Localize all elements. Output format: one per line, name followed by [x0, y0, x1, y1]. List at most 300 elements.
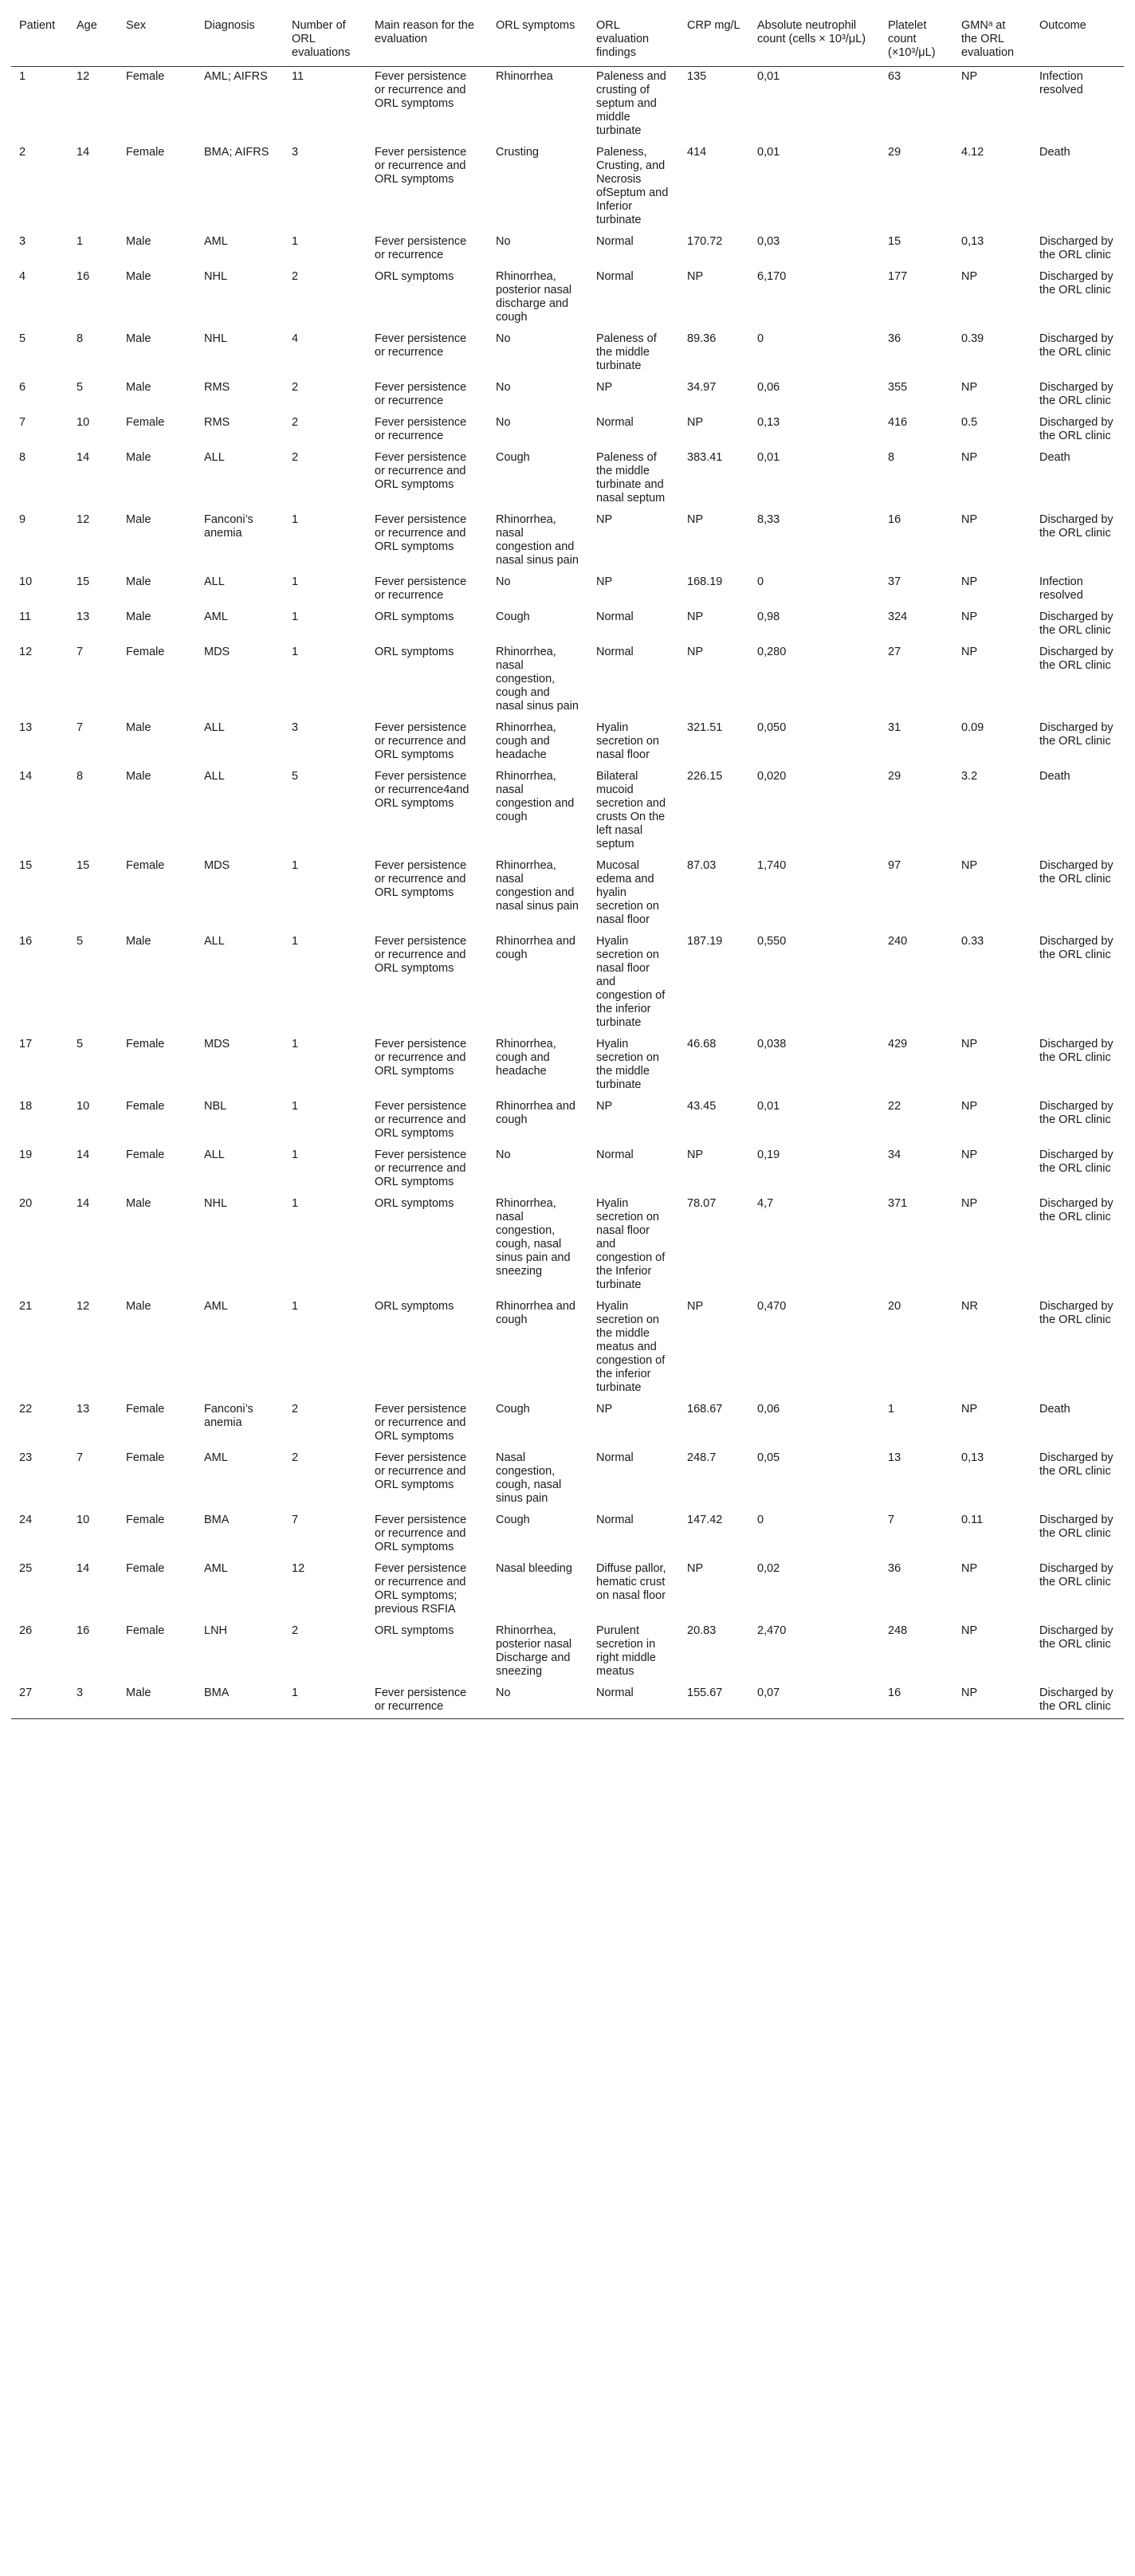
cell-orl-evaluations-count: 2: [292, 270, 299, 283]
cell-outcome: Discharged by the ORL clinic: [1039, 646, 1113, 672]
cell-outcome: Discharged by the ORL clinic: [1031, 1683, 1124, 1719]
cell-patient: 23: [19, 1451, 33, 1464]
cell-orl-symptoms: Rhinorrhea and cough: [496, 1300, 575, 1326]
cell-crp: 414: [687, 146, 707, 159]
cell-diagnosis: MDS: [204, 859, 230, 872]
cell-main-reason: Fever persistence or recurrence: [375, 416, 467, 442]
cell-orl-findings: NP: [596, 513, 613, 526]
cell-patient: 3: [19, 235, 26, 248]
cell-platelet-count: 324: [888, 611, 908, 623]
cell-outcome: Discharged by the ORL clinic: [1039, 235, 1113, 261]
cell-sex: Male: [126, 1197, 151, 1210]
column-header-orl-evaluations-count: Number of ORL evaluations: [284, 14, 367, 67]
table-row: [11, 1510, 1124, 1559]
cell-platelet-count: 429: [888, 1038, 908, 1050]
table-row: [11, 232, 1124, 267]
cell-crp: 87.03: [687, 859, 717, 872]
cell-orl-symptoms: No: [488, 1683, 588, 1719]
table-row: [11, 1194, 1124, 1297]
cell-outcome: Discharged by the ORL clinic: [1039, 1624, 1113, 1651]
cell-orl-evaluations-count: 2: [292, 1403, 299, 1416]
cell-diagnosis: MDS: [204, 1038, 230, 1050]
cell-diagnosis: NBL: [204, 1100, 227, 1113]
cell-orl-findings: Paleness and crusting of septum and middle turbinate: [596, 70, 666, 137]
cell-platelet-count: 34: [888, 1149, 901, 1161]
cell-neutrophil-count: 0: [757, 1514, 764, 1526]
cell-patient: 24: [19, 1514, 33, 1526]
table-row: [11, 572, 1124, 607]
table-row: [11, 1035, 1124, 1097]
cell-gmn: NR: [961, 1300, 978, 1313]
cell-crp: 20.83: [687, 1624, 717, 1637]
cell-orl-evaluations-count: 1: [292, 646, 299, 658]
cell-diagnosis: ALL: [204, 935, 225, 948]
cell-sex: Male: [126, 513, 151, 526]
cell-orl-evaluations-count: 3: [292, 721, 299, 734]
cell-orl-symptoms: Rhinorrhea, posterior nasal discharge and cough: [496, 270, 572, 324]
cell-orl-findings: NP: [596, 381, 613, 394]
cell-orl-evaluations-count: 5: [292, 770, 299, 783]
cell-crp: NP: [687, 513, 704, 526]
cell-orl-findings: Paleness, Crusting, and Necrosis ofSeptum and Inferior turbinate: [596, 146, 669, 226]
cell-outcome: Discharged by the ORL clinic: [1039, 1149, 1113, 1175]
cell-patient: 16: [19, 935, 33, 948]
cell-gmn: NP: [961, 1197, 978, 1210]
cell-diagnosis: AML: [204, 611, 228, 623]
cell-age: 12: [77, 1300, 90, 1313]
cell-age: 3: [69, 1683, 118, 1719]
cell-age: 14: [77, 1562, 90, 1575]
cell-patient: 27: [11, 1683, 69, 1719]
cell-crp: NP: [687, 646, 704, 658]
cell-gmn: NP: [961, 381, 978, 394]
table-body: [11, 67, 1124, 1719]
cell-patient: 4: [19, 270, 26, 283]
cell-sex: Male: [126, 770, 151, 783]
cell-platelet-count: 15: [888, 235, 901, 248]
cell-main-reason: Fever persistence or recurrence and ORL symptoms: [375, 70, 467, 110]
cell-neutrophil-count: 0,01: [757, 451, 780, 464]
table-row: [11, 1559, 1124, 1621]
cell-platelet-count: 8: [888, 451, 895, 464]
cell-crp: 147.42: [687, 1514, 723, 1526]
cell-sex: Female: [126, 1100, 165, 1113]
cell-sex: Male: [126, 935, 151, 948]
cell-crp: 187.19: [687, 935, 723, 948]
column-header-age: Age: [69, 14, 118, 67]
cell-diagnosis: BMA: [196, 1683, 284, 1719]
cell-age: 7: [77, 721, 84, 734]
cell-age: 16: [77, 270, 90, 283]
table-row: [11, 718, 1124, 767]
cell-neutrophil-count: 0,050: [757, 721, 787, 734]
cell-gmn: NP: [961, 1403, 978, 1416]
cell-crp: NP: [687, 270, 704, 283]
cell-diagnosis: AML; AIFRS: [204, 70, 268, 83]
cell-age: 14: [77, 1149, 90, 1161]
cell-orl-findings: Hyalin secretion on the middle meatus and congestion of the inferior turbinate: [596, 1300, 666, 1394]
cell-platelet-count: 97: [888, 859, 901, 872]
cell-platelet-count: 31: [888, 721, 901, 734]
cell-platelet-count: 29: [888, 770, 901, 783]
column-header-platelet-count: Platelet count (×10³/μL): [880, 14, 953, 67]
cell-orl-symptoms: Nasal congestion, cough, nasal sinus pain: [496, 1451, 562, 1505]
cell-orl-symptoms: Cough: [496, 1403, 530, 1416]
cell-main-reason: ORL symptoms: [375, 611, 454, 623]
cell-neutrophil-count: 0,038: [757, 1038, 787, 1050]
cell-sex: Female: [126, 1514, 165, 1526]
cell-outcome: Discharged by the ORL clinic: [1039, 270, 1113, 296]
cell-crp: 321.51: [687, 721, 723, 734]
cell-orl-evaluations-count: 12: [292, 1562, 305, 1575]
cell-platelet-count: 177: [888, 270, 908, 283]
cell-crp: 168.67: [687, 1403, 723, 1416]
cell-crp: 78.07: [687, 1197, 717, 1210]
cell-main-reason: Fever persistence or recurrence: [375, 235, 467, 261]
cell-orl-findings: Hyalin secretion on nasal floor and congestion of the inferior turbinate: [596, 935, 666, 1029]
cell-gmn: NP: [961, 1562, 978, 1575]
cell-orl-evaluations-count: 1: [292, 1300, 299, 1313]
cell-sex: Male: [126, 332, 151, 345]
cell-age: 8: [77, 770, 84, 783]
patients-table: [11, 14, 1124, 1719]
cell-main-reason: Fever persistence or recurrence and ORL symptoms: [375, 1514, 467, 1553]
cell-neutrophil-count: 0,19: [757, 1149, 780, 1161]
cell-orl-evaluations-count: 4: [292, 332, 299, 345]
cell-orl-evaluations-count: 2: [292, 451, 299, 464]
cell-orl-findings: Normal: [596, 646, 634, 658]
cell-patient: 21: [19, 1300, 33, 1313]
cell-age: 10: [77, 1100, 90, 1113]
cell-diagnosis: Fanconi’s anemia: [204, 513, 253, 540]
cell-platelet-count: 355: [888, 381, 908, 394]
cell-crp: 43.45: [687, 1100, 717, 1113]
cell-neutrophil-count: 0,01: [757, 70, 780, 83]
cell-neutrophil-count: 0,02: [757, 1562, 780, 1575]
cell-neutrophil-count: 2,470: [757, 1624, 787, 1637]
column-header-outcome: Outcome: [1031, 14, 1124, 67]
cell-sex: Male: [126, 575, 151, 588]
cell-orl-evaluations-count: 1: [292, 1100, 299, 1113]
column-header-orl-findings: ORL evaluation findings: [588, 14, 679, 67]
cell-sex: Male: [126, 451, 151, 464]
cell-outcome: Discharged by the ORL clinic: [1039, 1514, 1113, 1540]
cell-neutrophil-count: 0,06: [757, 381, 780, 394]
cell-outcome: Discharged by the ORL clinic: [1039, 513, 1113, 540]
cell-orl-evaluations-count: 2: [292, 381, 299, 394]
cell-patient: 8: [19, 451, 26, 464]
cell-orl-findings: Normal: [596, 1149, 634, 1161]
cell-age: 13: [77, 611, 90, 623]
cell-orl-findings: NP: [596, 1403, 613, 1416]
cell-patient: 15: [19, 859, 33, 872]
cell-gmn: NP: [961, 451, 978, 464]
cell-diagnosis: AML: [204, 1451, 228, 1464]
cell-orl-symptoms: Rhinorrhea, cough and headache: [496, 721, 556, 761]
cell-neutrophil-count: 8,33: [757, 513, 780, 526]
cell-neutrophil-count: 0,280: [757, 646, 787, 658]
cell-neutrophil-count: 1,740: [757, 859, 787, 872]
cell-main-reason: Fever persistence or recurrence and ORL symptoms: [375, 451, 467, 491]
cell-main-reason: Fever persistence or recurrence and ORL symptoms: [375, 513, 467, 553]
cell-crp: NP: [687, 1149, 704, 1161]
cell-main-reason: ORL symptoms: [375, 1624, 454, 1637]
cell-diagnosis: ALL: [204, 451, 225, 464]
cell-patient: 9: [19, 513, 26, 526]
cell-neutrophil-count: 6,170: [757, 270, 787, 283]
cell-gmn: NP: [961, 575, 978, 588]
cell-platelet-count: 36: [888, 1562, 901, 1575]
cell-patient: 18: [19, 1100, 33, 1113]
cell-orl-symptoms: No: [496, 1149, 511, 1161]
cell-gmn: 3.2: [961, 770, 978, 783]
cell-platelet-count: 29: [888, 146, 901, 159]
cell-orl-findings: Hyalin secretion on nasal floor and congestion of the Inferior turbinate: [596, 1197, 666, 1291]
cell-diagnosis: RMS: [204, 416, 230, 429]
cell-orl-findings: NP: [596, 575, 613, 588]
table-row: [11, 767, 1124, 856]
cell-orl-findings: Normal: [596, 416, 634, 429]
cell-neutrophil-count: 0,550: [757, 935, 787, 948]
cell-platelet-count: 7: [888, 1514, 895, 1526]
cell-orl-findings: Bilateral mucoid secretion and crusts On the left nasal septum: [596, 770, 666, 850]
cell-neutrophil-count: 0,13: [757, 416, 780, 429]
column-header-gmn: GMNᵃ at the ORL evaluation: [953, 14, 1031, 67]
cell-crp: 226.15: [687, 770, 723, 783]
cell-diagnosis: ALL: [204, 1149, 225, 1161]
cell-orl-symptoms: No: [496, 235, 511, 248]
cell-sex: Female: [126, 1149, 165, 1161]
cell-gmn: 0.33: [961, 935, 984, 948]
cell-orl-findings: Hyalin secretion on the middle turbinate: [596, 1038, 659, 1091]
cell-diagnosis: NHL: [204, 332, 228, 345]
cell-neutrophil-count: 0,05: [757, 1451, 780, 1464]
cell-orl-symptoms: Nasal bleeding: [496, 1562, 572, 1575]
cell-outcome: Discharged by the ORL clinic: [1039, 859, 1113, 886]
cell-orl-symptoms: Cough: [496, 611, 530, 623]
cell-orl-findings: Paleness of the middle turbinate and nasal septum: [596, 451, 666, 505]
cell-outcome: Discharged by the ORL clinic: [1039, 1100, 1113, 1126]
cell-outcome: Death: [1039, 770, 1070, 783]
cell-gmn: 0,13: [961, 1451, 984, 1464]
cell-orl-findings: Hyalin secretion on nasal floor: [596, 721, 659, 761]
table-row: [11, 378, 1124, 413]
cell-crp: 46.68: [687, 1038, 717, 1050]
cell-orl-findings: Normal: [596, 1451, 634, 1464]
column-header-diagnosis: Diagnosis: [196, 14, 284, 67]
cell-sex: Female: [126, 1038, 165, 1050]
cell-neutrophil-count: 4,7: [757, 1197, 774, 1210]
cell-sex: Female: [126, 416, 165, 429]
cell-gmn: NP: [961, 1149, 978, 1161]
cell-main-reason: Fever persistence or recurrence and ORL symptoms: [375, 1100, 467, 1140]
cell-outcome: Discharged by the ORL clinic: [1039, 1562, 1113, 1588]
cell-main-reason: Fever persistence or recurrence and ORL symptoms: [375, 859, 467, 899]
cell-diagnosis: MDS: [204, 646, 230, 658]
cell-main-reason: ORL symptoms: [375, 1197, 454, 1210]
cell-orl-evaluations-count: 1: [292, 1038, 299, 1050]
cell-diagnosis: AML: [204, 1562, 228, 1575]
cell-orl-findings: Paleness of the middle turbinate: [596, 332, 657, 372]
cell-sex: Male: [126, 270, 151, 283]
cell-crp: NP: [687, 611, 704, 623]
cell-main-reason: Fever persistence or recurrence and ORL symptoms: [375, 1149, 467, 1188]
cell-gmn: NP: [961, 1100, 978, 1113]
cell-neutrophil-count: 0,01: [757, 1100, 780, 1113]
cell-sex: Male: [126, 611, 151, 623]
cell-orl-findings: Diffuse pallor, hematic crust on nasal floor: [596, 1562, 666, 1602]
cell-crp: 170.72: [687, 235, 723, 248]
cell-neutrophil-count: 0,06: [757, 1403, 780, 1416]
cell-crp: 135: [687, 70, 707, 83]
cell-sex: Female: [126, 646, 165, 658]
cell-gmn: NP: [961, 611, 978, 623]
cell-orl-evaluations-count: 1: [292, 1197, 299, 1210]
cell-age: 16: [77, 1624, 90, 1637]
cell-gmn: NP: [961, 513, 978, 526]
cell-diagnosis: NHL: [204, 1197, 228, 1210]
cell-outcome: Discharged by the ORL clinic: [1039, 332, 1113, 359]
column-header-main-reason: Main reason for the evaluation: [367, 14, 488, 67]
cell-diagnosis: BMA: [204, 1514, 230, 1526]
cell-main-reason: Fever persistence or recurrence: [375, 381, 467, 407]
table-row: [11, 510, 1124, 572]
cell-orl-symptoms: Cough: [496, 451, 530, 464]
cell-orl-findings: Normal: [588, 1683, 679, 1719]
cell-outcome: Death: [1039, 1403, 1070, 1416]
cell-age: 13: [77, 1403, 90, 1416]
cell-orl-symptoms: Rhinorrhea, nasal congestion and nasal sinus pain: [496, 859, 579, 913]
cell-sex: Female: [126, 70, 165, 83]
cell-main-reason: Fever persistence or recurrence and ORL symptoms; previous RSFIA: [375, 1562, 467, 1616]
cell-outcome: Discharged by the ORL clinic: [1039, 1197, 1113, 1223]
cell-diagnosis: AML: [204, 235, 228, 248]
cell-orl-symptoms: No: [496, 416, 511, 429]
cell-gmn: NP: [961, 70, 978, 83]
cell-gmn: 0.39: [961, 332, 984, 345]
table-row: [11, 143, 1124, 232]
cell-platelet-count: 27: [888, 646, 901, 658]
cell-age: 14: [77, 1197, 90, 1210]
cell-orl-symptoms: Rhinorrhea, cough and headache: [496, 1038, 556, 1078]
cell-orl-evaluations-count: 1: [292, 235, 299, 248]
cell-diagnosis: BMA; AIFRS: [204, 146, 269, 159]
table-row: [11, 1297, 1124, 1400]
cell-sex: Male: [126, 235, 151, 248]
cell-age: 1: [77, 235, 84, 248]
cell-age: 14: [77, 146, 90, 159]
cell-orl-findings: Mucosal edema and hyalin secretion on nasal floor: [596, 859, 659, 926]
cell-outcome: Death: [1039, 451, 1070, 464]
cell-patient: 19: [19, 1149, 33, 1161]
cell-orl-evaluations-count: 2: [292, 416, 299, 429]
cell-platelet-count: 1: [888, 1403, 895, 1416]
cell-main-reason: ORL symptoms: [375, 646, 454, 658]
cell-orl-evaluations-count: 1: [292, 611, 299, 623]
cell-orl-symptoms: Rhinorrhea, posterior nasal Discharge and sneezing: [496, 1624, 572, 1678]
cell-neutrophil-count: 0,03: [757, 235, 780, 248]
cell-orl-evaluations-count: 1: [292, 859, 299, 872]
cell-orl-findings: NP: [596, 1100, 613, 1113]
cell-main-reason: Fever persistence or recurrence4and ORL symptoms: [375, 770, 469, 810]
cell-patient: 1: [19, 70, 26, 83]
cell-main-reason: ORL symptoms: [375, 1300, 454, 1313]
cell-platelet-count: 20: [888, 1300, 901, 1313]
cell-diagnosis: AML: [204, 1300, 228, 1313]
table-row: [11, 1448, 1124, 1510]
cell-crp: 168.19: [687, 575, 723, 588]
cell-platelet-count: 371: [888, 1197, 908, 1210]
cell-outcome: Infection resolved: [1039, 70, 1083, 96]
cell-platelet-count: 13: [888, 1451, 901, 1464]
cell-platelet-count: 37: [888, 575, 901, 588]
cell-outcome: Discharged by the ORL clinic: [1039, 1300, 1113, 1326]
cell-sex: Male: [126, 721, 151, 734]
cell-orl-symptoms: Rhinorrhea: [496, 70, 553, 83]
column-header-neutrophil-count: Absolute neutrophil count (cells × 10³/μL): [749, 14, 880, 67]
cell-patient: 17: [19, 1038, 33, 1050]
table-row: [11, 1400, 1124, 1448]
cell-main-reason: Fever persistence or recurrence and ORL symptoms: [375, 1403, 467, 1443]
cell-patient: 22: [19, 1403, 33, 1416]
cell-gmn: 0.11: [961, 1514, 984, 1526]
cell-orl-symptoms: Rhinorrhea and cough: [496, 1100, 575, 1126]
cell-diagnosis: Fanconi’s anemia: [204, 1403, 253, 1429]
cell-gmn: 0.5: [961, 416, 978, 429]
cell-outcome: Discharged by the ORL clinic: [1039, 1451, 1113, 1478]
cell-neutrophil-count: 0,01: [757, 146, 780, 159]
cell-main-reason: Fever persistence or recurrence and ORL symptoms: [375, 146, 467, 186]
table-row: [11, 1683, 1124, 1719]
cell-age: 5: [77, 381, 84, 394]
cell-gmn: 0.09: [961, 721, 984, 734]
table-row: [11, 448, 1124, 510]
table-row: [11, 267, 1124, 329]
cell-neutrophil-count: 0: [757, 575, 764, 588]
cell-age: 5: [77, 1038, 84, 1050]
cell-main-reason: ORL symptoms: [375, 270, 454, 283]
cell-orl-symptoms: Rhinorrhea, nasal congestion and cough: [496, 770, 575, 823]
cell-sex: Female: [126, 146, 165, 159]
cell-orl-symptoms: Rhinorrhea, nasal congestion, cough and nasal sinus pain: [496, 646, 579, 713]
cell-orl-symptoms: No: [496, 575, 511, 588]
cell-patient: 5: [19, 332, 26, 345]
table-row: [11, 413, 1124, 448]
cell-gmn: NP: [961, 1038, 978, 1050]
cell-main-reason: Fever persistence or recurrence and ORL symptoms: [375, 721, 467, 761]
cell-platelet-count: 36: [888, 332, 901, 345]
cell-crp: 383.41: [687, 451, 723, 464]
cell-gmn: NP: [961, 646, 978, 658]
cell-outcome: Discharged by the ORL clinic: [1039, 721, 1113, 748]
cell-age: 12: [77, 513, 90, 526]
cell-sex: Female: [126, 1562, 165, 1575]
cell-orl-findings: Normal: [596, 611, 634, 623]
cell-orl-symptoms: Cough: [496, 1514, 530, 1526]
table-row: [11, 67, 1124, 143]
cell-diagnosis: NHL: [204, 270, 228, 283]
table-row: [11, 932, 1124, 1035]
cell-sex: Female: [126, 1403, 165, 1416]
cell-patient: 25: [19, 1562, 33, 1575]
cell-outcome: Discharged by the ORL clinic: [1039, 416, 1113, 442]
cell-orl-findings: Purulent secretion in right middle meatus: [596, 1624, 656, 1678]
cell-sex: Female: [126, 1451, 165, 1464]
cell-main-reason: Fever persistence or recurrence and ORL symptoms: [375, 1038, 467, 1078]
table-row: [11, 1621, 1124, 1683]
cell-gmn: NP: [961, 859, 978, 872]
cell-crp: NP: [687, 416, 704, 429]
